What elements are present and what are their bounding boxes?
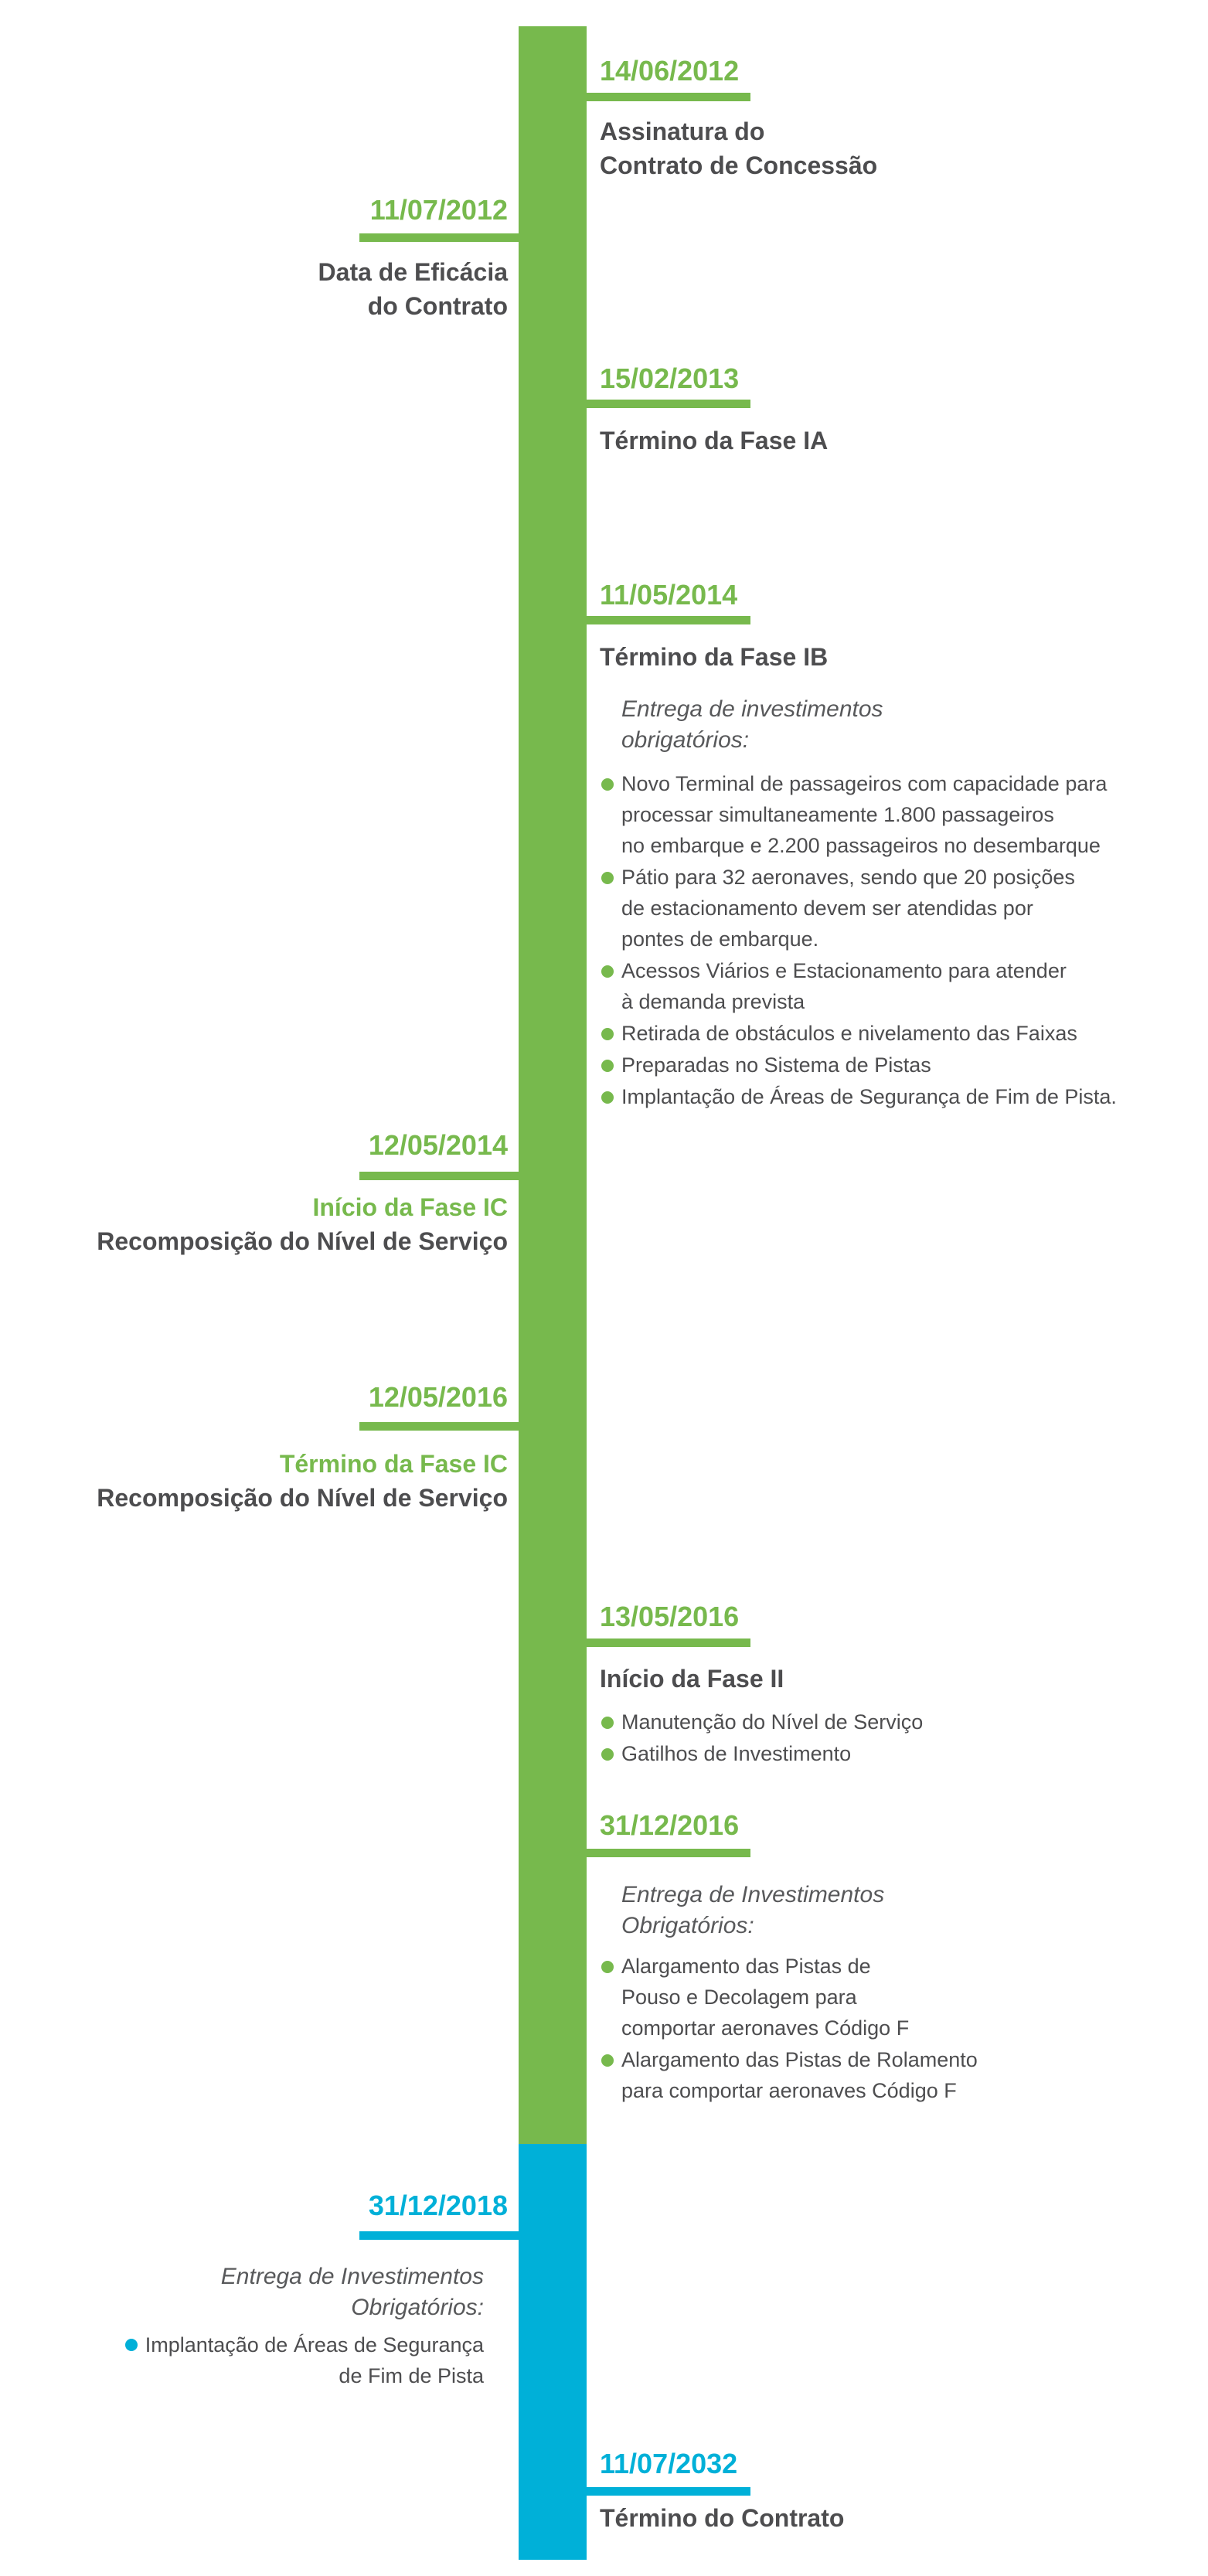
- event-title: Assinatura do Contrato de Concessão: [600, 117, 878, 179]
- event-connector: [587, 400, 750, 408]
- event-intro: Entrega de Investimentos Obrigatórios:: [621, 1882, 885, 1938]
- event-phase: Término da Fase IA: [600, 427, 829, 454]
- investment-list: [125, 2329, 484, 2392]
- bullet-dot: [601, 1717, 614, 1729]
- event-date: 11/07/2012: [369, 194, 508, 226]
- event-connector: [587, 2487, 750, 2496]
- event-connector: [359, 1172, 519, 1180]
- event-connector: [587, 616, 750, 624]
- list-item: Alargamento das Pistas de Rolamento para comportar aeronaves Código F: [601, 2044, 978, 2106]
- event-date: 11/07/2032: [600, 2448, 738, 2479]
- bullet-dot: [601, 872, 614, 884]
- phase-list: [601, 1707, 923, 1770]
- timeline-bar-green: [519, 26, 587, 2144]
- event-date: 31/12/2018: [368, 2190, 508, 2221]
- bullet-dot: [601, 1748, 614, 1761]
- event-title: Término do Contrato: [600, 2504, 845, 2532]
- bullet-dot: [601, 2054, 614, 2067]
- event-phase: Término da Fase IC: [279, 1450, 508, 1478]
- event-date: 12/05/2016: [368, 1381, 508, 1413]
- event-date: 13/05/2016: [600, 1601, 740, 1632]
- list-item: Novo Terminal de passageiros com capacidade para processar simultaneamente 1.800 passageiros no embarque e 2.200 passageiros no desembarque: [601, 768, 1117, 861]
- bullet-dot: [125, 2339, 138, 2351]
- list-item: Acessos Viários e Estacionamento para atender à demanda prevista: [601, 955, 1117, 1017]
- event-connector: [587, 1849, 750, 1857]
- list-item: Preparadas no Sistema de Pistas: [601, 1050, 1117, 1080]
- list-item: Implantação de Áreas de Segurança de Fim de Pista: [125, 2329, 484, 2391]
- event-connector: [587, 93, 750, 101]
- event-phase: Término da Fase IB: [600, 643, 829, 671]
- list-item: Implantação de Áreas de Segurança de Fim de Pista.: [601, 1081, 1117, 1112]
- event-date: 15/02/2013: [600, 362, 740, 394]
- event-phase: Início da Fase II: [600, 1665, 784, 1693]
- event-title: Data de Eficácia do Contrato: [318, 258, 508, 320]
- list-item: Retirada de obstáculos e nivelamento das Faixas: [601, 1018, 1117, 1049]
- bullet-dot: [601, 1961, 614, 1973]
- event-connector: [587, 1638, 750, 1647]
- event-connector: [359, 233, 519, 242]
- investment-list: [601, 768, 1117, 1113]
- event-date: 14/06/2012: [600, 55, 740, 87]
- list-item: Manutenção do Nível de Serviço: [601, 1707, 923, 1737]
- event-date: 11/05/2014: [600, 579, 738, 611]
- event-title: Recomposição do Nível de Serviço: [97, 1484, 508, 1512]
- event-intro: Entrega de Investimentos Obrigatórios:: [220, 2264, 484, 2320]
- bullet-dot: [601, 1060, 614, 1072]
- list-item: Pátio para 32 aeronaves, sendo que 20 posições de estacionamento devem ser atendidas por pontes de embarque.: [601, 862, 1117, 955]
- event-connector: [359, 2231, 519, 2240]
- timeline-bar-blue: [519, 2144, 587, 2560]
- event-date: 31/12/2016: [600, 1809, 740, 1841]
- event-title: Recomposição do Nível de Serviço: [97, 1227, 508, 1255]
- event-block: [97, 1190, 508, 1258]
- list-item: Gatilhos de Investimento: [601, 1738, 923, 1769]
- bullet-dot: [601, 778, 614, 791]
- event-block: [97, 1447, 508, 1515]
- event-intro: Entrega de investimentos obrigatórios:: [621, 696, 883, 753]
- list-item: Alargamento das Pistas de Pouso e Decolagem para comportar aeronaves Código F: [601, 1951, 978, 2043]
- bullet-dot: [601, 965, 614, 978]
- event-phase: Início da Fase IC: [312, 1193, 508, 1221]
- investment-list: [601, 1951, 978, 2107]
- event-connector: [359, 1422, 519, 1431]
- bullet-dot: [601, 1091, 614, 1104]
- bullet-dot: [601, 1028, 614, 1040]
- event-date: 12/05/2014: [368, 1129, 508, 1161]
